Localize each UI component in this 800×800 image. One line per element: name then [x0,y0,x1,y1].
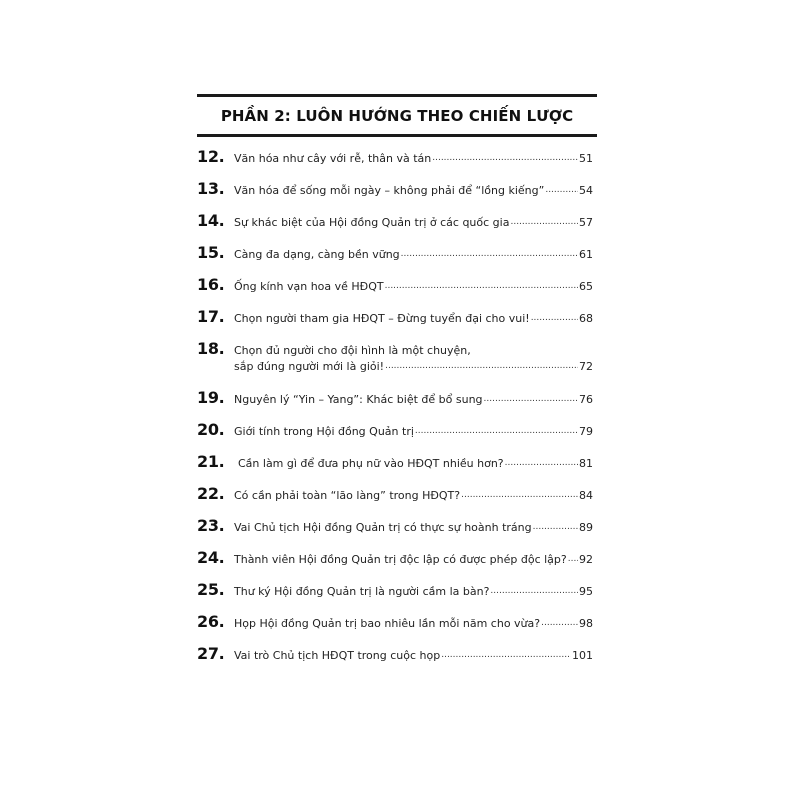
toc-entry-14[interactable] [197,206,597,238]
chapter-number: 27. [197,644,225,663]
page-number: 95 [579,585,593,598]
page-number: 61 [579,248,593,261]
dot-leader [401,249,578,259]
chapter-title-line1: Chọn đủ người cho đội hình là một chuyện, [234,344,471,357]
chapter-title: Càng đa dạng, càng bền vững [234,248,400,261]
toc-entry-21[interactable] [197,447,597,479]
chapter-number: 23. [197,516,225,535]
toc-entry-18[interactable] [197,334,597,383]
chapter-title: Văn hóa để sống mỗi ngày – không phải để “lồng kiếng” [234,184,545,197]
chapter-title: Vai Chủ tịch Hội đồng Quản trị có thực sự hoành tráng [234,521,532,534]
dot-leader [568,554,578,564]
page-number: 57 [579,216,593,229]
chapter-number: 16. [197,275,225,294]
dot-leader [531,313,578,323]
page-number: 76 [579,393,593,406]
chapter-title: Họp Hội đồng Quản trị bao nhiêu lần mỗi năm cho vừa? [234,617,541,630]
page-number: 72 [579,360,593,373]
dot-leader [461,490,578,500]
page-number: 51 [579,152,593,165]
chapter-title: Sự khác biệt của Hội đồng Quản trị ở các quốc gia [234,216,510,229]
dot-leader [484,394,578,404]
chapter-title: Nguyên lý “Yin – Yang”: Khác biệt để bổ sung [234,393,483,406]
page-number: 84 [579,489,593,502]
toc-entry-16[interactable] [197,270,597,302]
toc-entry-23[interactable] [197,511,597,543]
chapter-title: Chọn người tham gia HĐQT – Đừng tuyển đại cho vui! [234,312,530,325]
chapter-title: Giới tính trong Hội đồng Quản trị [234,425,414,438]
dot-leader [385,361,578,371]
dot-leader [533,522,578,532]
chapter-number: 24. [197,548,225,567]
toc-entry-22[interactable] [197,479,597,511]
dot-leader [490,586,578,596]
dot-leader [505,458,578,468]
page-number: 101 [572,649,593,662]
dot-leader [441,650,571,660]
dot-leader [541,618,578,628]
page-number: 81 [579,457,593,470]
toc-entry-15[interactable] [197,238,597,270]
chapter-number: 25. [197,580,225,599]
dot-leader [545,185,578,195]
chapter-number: 20. [197,420,225,439]
chapter-title: Có cần phải toàn “lão làng” trong HĐQT? [234,489,461,502]
toc-entry-27[interactable] [197,639,597,671]
toc-entry-13[interactable] [197,174,597,206]
page-number: 65 [579,280,593,293]
toc-entry-12[interactable] [197,142,597,174]
toc-entry-17[interactable] [197,302,597,334]
chapter-title: Văn hóa như cây với rễ, thân và tán [234,152,432,165]
bottom-rule [197,134,597,137]
chapter-title: Vai trò Chủ tịch HĐQT trong cuộc họp [234,649,441,662]
chapter-number: 22. [197,484,225,503]
chapter-title: Cần làm gì để đưa phụ nữ vào HĐQT nhiều hơn? [238,457,504,470]
page-number: 98 [579,617,593,630]
dot-leader [432,153,578,163]
toc-entry-20[interactable] [197,415,597,447]
page-number: 79 [579,425,593,438]
chapter-number: 13. [197,179,225,198]
chapter-title: sắp đúng người mới là giỏi! [234,360,385,373]
chapter-number: 21. [197,452,225,471]
toc-entry-25[interactable] [197,575,597,607]
dot-leader [385,281,578,291]
chapter-number: 17. [197,307,225,326]
toc-entry-24[interactable] [197,543,597,575]
chapter-number: 19. [197,388,225,407]
section-heading: PHẦN 2: LUÔN HƯỚNG THEO CHIẾN LƯỢC [220,106,574,125]
page-number: 68 [579,312,593,325]
page-number: 54 [579,184,593,197]
chapter-number: 18. [197,339,225,358]
chapter-number: 14. [197,211,225,230]
chapter-number: 26. [197,612,225,631]
chapter-number: 12. [197,147,225,166]
page-number: 92 [579,553,593,566]
dot-leader [415,426,578,436]
chapter-number: 15. [197,243,225,262]
chapter-title: Ống kính vạn hoa về HĐQT [234,280,384,293]
table-of-contents [197,142,597,671]
dot-leader [510,217,578,227]
chapter-title: Thành viên Hội đồng Quản trị độc lập có được phép độc lập? [234,553,567,566]
toc-entry-19[interactable] [197,383,597,415]
section-header [197,94,597,137]
chapter-title: Thư ký Hội đồng Quản trị là người cầm la bàn? [234,585,490,598]
toc-entry-26[interactable] [197,607,597,639]
page-number: 89 [579,521,593,534]
